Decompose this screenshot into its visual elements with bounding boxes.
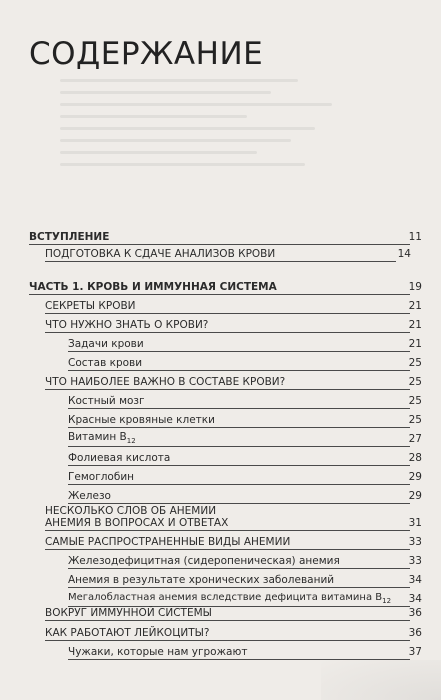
entry-underline xyxy=(68,587,410,588)
entry-underline xyxy=(45,261,396,262)
entry-underline xyxy=(45,313,410,314)
entry-underline xyxy=(68,351,410,352)
toc-entry-anemia-qa[interactable] xyxy=(45,515,422,531)
entry-label: Состав крови xyxy=(68,357,143,369)
entry-page-number: 34 xyxy=(408,574,422,586)
entry-underline xyxy=(68,370,410,371)
toc-entry-hemoglobin[interactable] xyxy=(68,469,422,485)
entry-page-number: 21 xyxy=(408,300,422,312)
toc-entry-threats[interactable] xyxy=(68,644,422,660)
entry-page-number: 36 xyxy=(408,607,422,619)
entry-page-number: 34 xyxy=(408,593,422,605)
toc-entry-blood-composition[interactable] xyxy=(68,355,422,371)
entry-label: ПОДГОТОВКА К СДАЧЕ АНАЛИЗОВ КРОВИ xyxy=(45,248,276,260)
entry-underline xyxy=(68,427,410,428)
entry-page-number: 31 xyxy=(408,517,422,529)
entry-underline xyxy=(45,620,410,621)
entry-page-number: 33 xyxy=(408,536,422,548)
entry-page-number: 14 xyxy=(397,248,411,260)
entry-label: Задачи крови xyxy=(68,338,144,350)
entry-label: Анемия в результате хронических заболеваний xyxy=(68,574,335,586)
entry-page-number: 21 xyxy=(408,338,422,350)
entry-page-number: 21 xyxy=(408,319,422,331)
entry-page-number: 19 xyxy=(408,281,422,293)
entry-label-subscript: 12 xyxy=(382,597,392,605)
entry-label: Железодефицитная (сидеропеническая) анемия xyxy=(68,555,340,567)
toc-entry-blood-test-prep[interactable] xyxy=(45,246,411,262)
entry-label xyxy=(68,431,136,445)
entry-label: Гемоглобин xyxy=(68,471,135,483)
toc-entry-blood-tasks[interactable] xyxy=(68,336,422,352)
entry-label-text: Мегалобластная анемия вследствие дефицита витамина В xyxy=(68,592,383,603)
entry-label: Красные кровяные клетки xyxy=(68,414,215,426)
page-title: СОДЕРЖАНИЕ xyxy=(29,36,264,72)
entry-underline xyxy=(68,408,410,409)
entry-label: ЧАСТЬ 1. КРОВЬ И ИММУННАЯ СИСТЕМА xyxy=(29,281,277,293)
toc-entry-red-blood-cells[interactable] xyxy=(68,412,422,428)
entry-label: Костный мозг xyxy=(68,395,145,407)
entry-label: ВСТУПЛЕНИЕ xyxy=(29,231,110,243)
entry-label: ЧТО НАИБОЛЕЕ ВАЖНО В СОСТАВЕ КРОВИ? xyxy=(45,376,286,388)
entry-page-number: 33 xyxy=(408,555,422,567)
entry-label-text: Витамин В xyxy=(68,430,127,443)
page-shadow xyxy=(321,660,441,700)
entry-page-number: 29 xyxy=(408,490,422,502)
entry-underline xyxy=(45,530,410,531)
entry-underline xyxy=(68,446,410,447)
entry-underline xyxy=(68,484,410,485)
entry-label: Железо xyxy=(68,490,111,502)
entry-label: КАК РАБОТАЮТ ЛЕЙКОЦИТЫ? xyxy=(45,627,210,639)
entry-label: САМЫЕ РАСПРОСТРАНЕННЫЕ ВИДЫ АНЕМИИ xyxy=(45,536,291,548)
entry-page-number: 36 xyxy=(408,627,422,639)
entry-label: ЧТО НУЖНО ЗНАТЬ О КРОВИ? xyxy=(45,319,209,331)
toc-entry-iron[interactable] xyxy=(68,488,422,504)
entry-underline xyxy=(29,294,410,295)
entry-underline xyxy=(45,332,410,333)
entry-page-number: 37 xyxy=(408,646,422,658)
entry-label: Фолиевая кислота xyxy=(68,452,171,464)
toc-entry-introduction[interactable] xyxy=(29,229,422,245)
entry-underline xyxy=(45,549,410,550)
toc-entry-vitamin-b12[interactable] xyxy=(68,430,422,447)
entry-page-number: 25 xyxy=(408,414,422,426)
toc-entry-folic-acid[interactable] xyxy=(68,450,422,466)
toc-entry-chronic-disease-anemia[interactable] xyxy=(68,572,422,588)
entry-label: ВОКРУГ ИММУННОЙ СИСТЕМЫ xyxy=(45,607,212,619)
entry-label: НЕСКОЛЬКО СЛОВ ОБ АНЕМИИ xyxy=(45,505,217,517)
entry-underline xyxy=(68,465,410,466)
toc-entry-common-anemia-types[interactable] xyxy=(45,534,422,550)
entry-label-subscript: 12 xyxy=(126,437,136,445)
toc-entry-leukocytes[interactable] xyxy=(45,625,422,641)
toc-entry-most-important[interactable] xyxy=(45,374,422,390)
entry-underline xyxy=(45,389,410,390)
toc-entry-part-1[interactable] xyxy=(29,279,422,295)
entry-page-number: 11 xyxy=(408,231,422,243)
toc-entry-iron-deficiency-anemia[interactable] xyxy=(68,553,422,569)
entry-underline xyxy=(45,640,410,641)
entry-label: Чужаки, которые нам угрожают xyxy=(68,646,248,658)
entry-label xyxy=(68,592,391,605)
entry-underline xyxy=(29,244,410,245)
entry-page-number: 28 xyxy=(408,452,422,464)
entry-page-number: 27 xyxy=(408,433,422,445)
toc-entry-what-to-know[interactable] xyxy=(45,317,422,333)
entry-page-number: 25 xyxy=(408,395,422,407)
entry-label: СЕКРЕТЫ КРОВИ xyxy=(45,300,136,312)
toc-entry-immune-system[interactable] xyxy=(45,605,422,621)
entry-page-number: 25 xyxy=(408,357,422,369)
entry-page-number: 25 xyxy=(408,376,422,388)
entry-page-number: 29 xyxy=(408,471,422,483)
entry-underline xyxy=(68,568,410,569)
toc-entry-bone-marrow[interactable] xyxy=(68,393,422,409)
toc-entry-blood-secrets[interactable] xyxy=(45,298,422,314)
entry-label: АНЕМИЯ В ВОПРОСАХ И ОТВЕТАХ xyxy=(45,517,229,529)
